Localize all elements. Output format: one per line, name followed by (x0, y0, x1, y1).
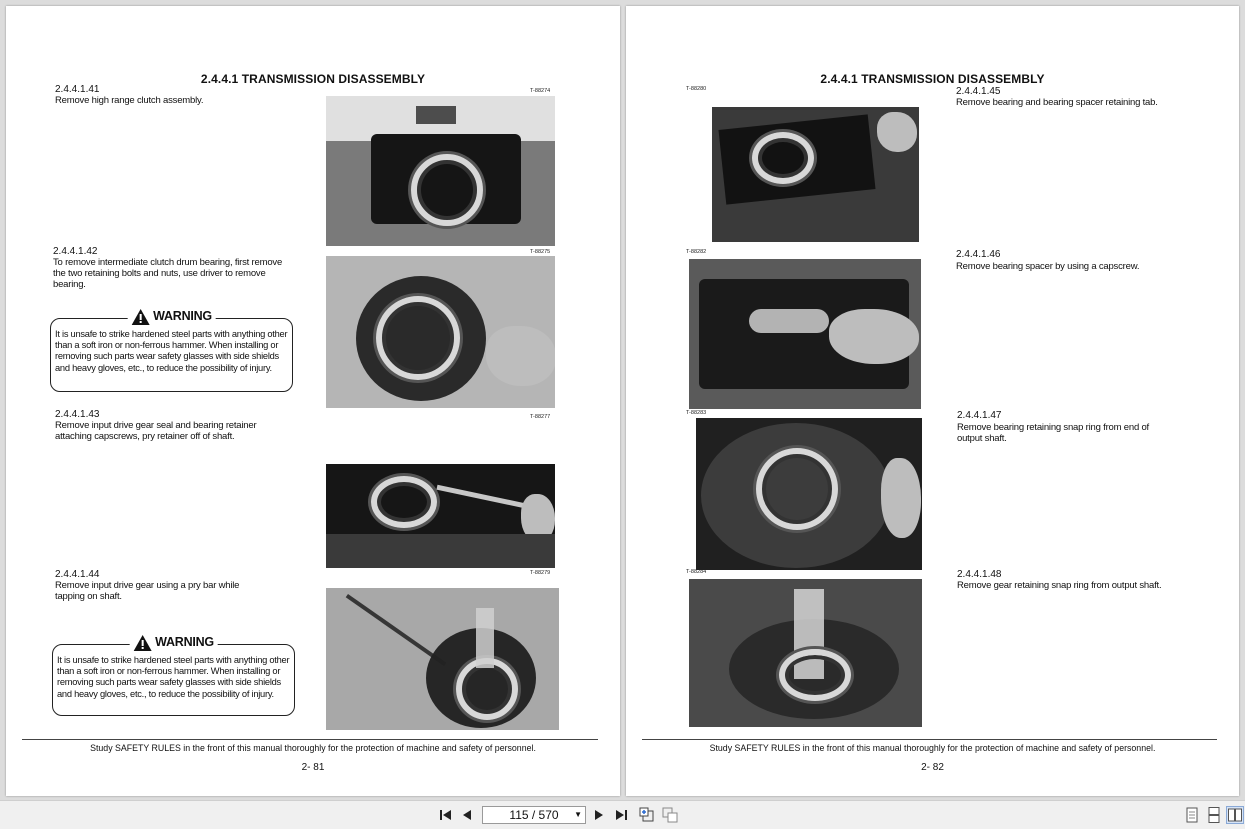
first-page-icon[interactable] (437, 806, 455, 824)
photo-input-drive-gear (326, 588, 559, 730)
two-page-view-icon[interactable] (1226, 806, 1244, 824)
step-number: 2.4.4.1.46 (956, 249, 1001, 260)
step-number: 2.4.4.1.42 (53, 246, 98, 257)
page-number-select[interactable] (482, 806, 586, 824)
photo-high-range-clutch (326, 96, 555, 246)
photo-input-drive-gear-seal (326, 464, 555, 568)
warning-header (127, 309, 216, 325)
step-number: 2.4.4.1.48 (957, 569, 1002, 580)
step-number: 2.4.4.1.47 (957, 410, 1002, 421)
step-text: Remove input drive gear using a pry bar while tapping on shaft. (55, 580, 240, 602)
last-page-icon[interactable] (612, 806, 630, 824)
step-text: Remove input drive gear seal and bearing retainer attaching capscrews, pry retainer off of shaft. (55, 420, 257, 442)
previous-page-icon[interactable] (458, 806, 476, 824)
next-page-icon[interactable] (590, 806, 608, 824)
step-text: Remove gear retaining snap ring from output shaft. (957, 580, 1162, 591)
step-text: Remove high range clutch assembly. (55, 95, 204, 106)
step-number: 2.4.4.1.45 (956, 86, 1001, 97)
fit-page-icon[interactable] (638, 806, 656, 824)
step-number: 2.4.4.1.41 (55, 84, 100, 95)
photo-id: T-88275 (530, 249, 551, 255)
step-number: 2.4.4.1.43 (55, 409, 100, 420)
single-page-view-icon[interactable] (1183, 806, 1201, 824)
photo-bearing-snap-ring (696, 418, 922, 570)
photo-id: T-88282 (686, 249, 707, 255)
warning-box (52, 635, 295, 716)
page-number: 2- 82 (921, 762, 944, 773)
warning-header (129, 635, 218, 651)
step-text: Remove bearing spacer by using a capscrew. (956, 261, 1140, 272)
photo-id: T-88283 (686, 410, 707, 416)
viewer-toolbar (0, 800, 1245, 829)
step-text: To remove intermediate clutch drum bearing, first remove the two retaining bolts and nuts, use driver to remove bearing. (53, 257, 283, 290)
step-text: Remove bearing retaining snap ring from end of output shaft. (957, 422, 1149, 444)
continuous-view-icon[interactable] (1205, 806, 1223, 824)
photo-clutch-drum-bearing (326, 256, 555, 408)
page-title: 2.4.4.1 TRANSMISSION DISASSEMBLY (820, 72, 1045, 86)
photo-id: T-88277 (530, 414, 551, 420)
warning-triangle-icon (133, 635, 151, 651)
right-page (626, 6, 1239, 796)
step-number: 2.4.4.1.44 (55, 569, 100, 580)
footer-divider (642, 739, 1217, 740)
chevron-down-icon: ▼ (574, 810, 582, 819)
photo-bearing-spacer-tab (712, 107, 919, 242)
step-text: Remove bearing and bearing spacer retaining tab. (956, 97, 1158, 108)
warning-text: It is unsafe to strike hardened steel parts with anything other than a soft iron or non-ferrous hammer. When installing or removing such parts wear safety glasses with side shields and heavy gloves, etc., to reduce the possibility of injury. (55, 329, 288, 373)
left-page (6, 6, 620, 796)
photo-bearing-spacer-capscrew (689, 259, 921, 409)
footer-divider (22, 739, 598, 740)
photo-id: T-88279 (530, 570, 551, 576)
photo-id: T-88284 (686, 569, 707, 575)
page-title: 2.4.4.1 TRANSMISSION DISASSEMBLY (200, 72, 426, 86)
footer-safety-note: Study SAFETY RULES in the front of this manual thoroughly for the protection of machine and safety of personnel. (709, 743, 1156, 753)
footer-safety-note: Study SAFETY RULES in the front of this manual thoroughly for the protection of machine and safety of personnel. (90, 743, 536, 753)
photo-id: T-88280 (686, 86, 707, 92)
fit-width-icon[interactable] (661, 806, 679, 824)
photo-gear-snap-ring (689, 579, 922, 727)
page-number: 2- 81 (301, 762, 325, 773)
warning-label: WARNING (153, 309, 212, 324)
warning-box (50, 309, 293, 392)
warning-text: It is unsafe to strike hardened steel parts with anything other than a soft iron or non-ferrous hammer. When installing or removing such parts wear safety glasses with side shields and heavy gloves, etc., to reduce the possibility of injury. (57, 655, 290, 699)
page-indicator: 115 / 570 (509, 808, 559, 822)
warning-label: WARNING (155, 635, 214, 650)
photo-id: T-88274 (530, 88, 551, 94)
warning-triangle-icon (131, 309, 149, 325)
